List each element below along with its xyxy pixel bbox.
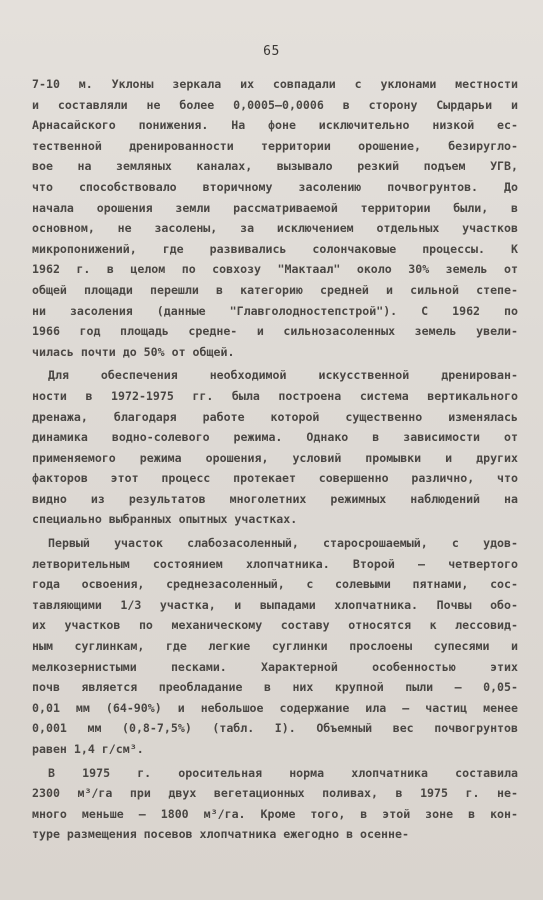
text-line: факторов этот процесс протекает совершенно различно, что [32, 471, 518, 486]
text-line: ности в 1972-1975 гг. была построена система вертикального [32, 388, 518, 403]
text-line: почв является преобладание в них крупной пыли – 0,05- [32, 680, 518, 695]
text-line: 7-10 м. Уклоны зеркала их совпадали с уклонами местности [32, 77, 518, 91]
text-line: основном, не засолены, за исключением отдельных участков [32, 221, 518, 236]
text-line: тественной дренированности территории орошение, безиругло- [32, 138, 518, 153]
text-line: много меньше – 1800 м³/га. Кроме того, в этой зоне в кон- [32, 806, 518, 821]
page-number: 65 [263, 44, 280, 59]
text-line: Первый участок слабозасоленный, старосрошаемый, с удов- [48, 536, 518, 551]
paragraph [32, 763, 518, 845]
text-line: 1966 год площадь средне- и сильнозасоленных земель увели- [32, 324, 518, 339]
text-line: мелкозернистыми песками. Характерной особенностью этих [32, 659, 518, 674]
text-line: В 1975 г. оросительная норма хлопчатника составила [48, 765, 518, 780]
text-line: Для обеспечения необходимой искусственной дренирован- [48, 368, 518, 383]
text-line: и составляли не более 0,0005–0,0006 в сторону Сырдарьи и [32, 97, 518, 112]
body-text [32, 74, 518, 845]
text-line: 0,01 мм (64-90%) и небольшое содержание ила – частиц менее [32, 700, 518, 715]
text-line: микропонижений, где развивались солончаковые процессы. К [32, 241, 518, 256]
text-line: чилась почти до 50% от общей. [32, 344, 235, 359]
text-line: применяемого режима орошения, условий промывки и других [32, 450, 518, 465]
paragraph [32, 74, 518, 362]
text-line: их участков по механическому составу относятся к лессовид- [32, 618, 518, 633]
text-line: Арнасайского понижения. На фоне исключительно низкой ес- [32, 118, 518, 133]
text-line: 0,001 мм (0,8-7,5%) (табл. I). Объемный вес почвогрунтов [32, 721, 518, 736]
paragraph [32, 365, 518, 530]
text-line: динамика водно-солевого режима. Однако в зависимости от [32, 430, 518, 445]
text-line: равен 1,4 г/см³. [32, 742, 144, 756]
text-line: 2300 м³/га при двух вегетационных поливах, в 1975 г. не- [32, 786, 518, 801]
text-line: начала орошения земли рассматриваемой территории были, в [32, 200, 518, 215]
text-line: вое на земляных каналах, вызывало резкий подъем УГВ, [32, 159, 518, 174]
paragraph [32, 533, 518, 760]
text-line: ным суглинкам, где легкие суглинки прослоены супесями и [32, 639, 518, 654]
text-line: туре размещения посевов хлопчатника ежегодно в осенне- [32, 827, 409, 842]
text-line: дренажа, благодаря работе которой существенно изменялась [32, 409, 518, 424]
text-line: что способствовало вторичному засолению почвогрунтов. До [32, 179, 518, 194]
text-line: 1962 г. в целом по совхозу "Мактаал" около 30% земель от [32, 262, 518, 277]
text-line: летворительным состоянием хлопчатника. Второй – четвертого [32, 556, 518, 571]
text-line: года освоения, среднезасоленный, с солевыми пятнами, сос- [32, 577, 518, 592]
text-line: ни засоления (данные "Главголодностепстрой"). С 1962 по [32, 303, 518, 318]
text-line: общей площади перешли в категорию средней и сильной степе- [32, 282, 518, 297]
text-line: видно из результатов многолетних режимных наблюдений на [32, 491, 518, 506]
text-line: тавляющими 1/3 участка, и выпадами хлопчатника. Почвы обо- [32, 597, 518, 612]
text-line: специально выбранных опытных участках. [32, 512, 298, 527]
